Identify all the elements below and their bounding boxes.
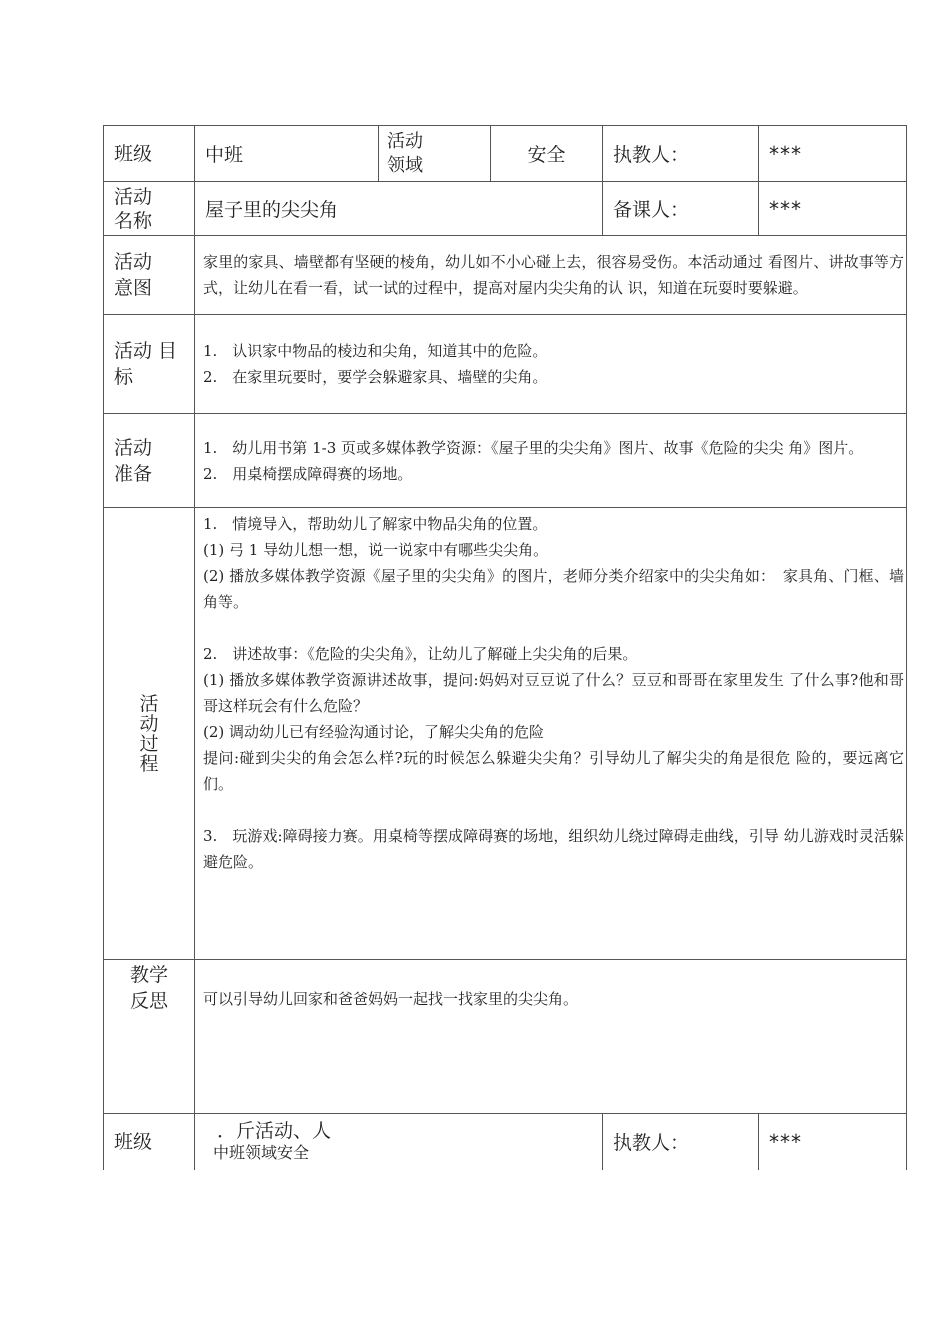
teacher-value: *** bbox=[759, 126, 907, 182]
row-goals bbox=[104, 315, 907, 414]
row-class-repeat bbox=[104, 1114, 907, 1170]
row-reflection bbox=[104, 960, 907, 1114]
class-label-repeat: 班级 bbox=[104, 1114, 195, 1170]
row-class bbox=[104, 126, 907, 182]
row-prep bbox=[104, 414, 907, 508]
teacher-label: 执教人： bbox=[603, 126, 759, 182]
process-line: (2) 播放多媒体教学资源《屋子里的尖尖角》的图片，老师分类介绍家中的尖尖角如： 家具角、门框、墙角等。 bbox=[203, 567, 904, 611]
lesson-plan-table bbox=[103, 125, 907, 1170]
intent-text: 家里的家具、墙壁都有坚硬的棱角，幼儿如不小心碰上去，很容易受伤。本活动通过 看图片、讲故事等方式，让幼儿在看一看，试一试的过程中，提高对屋内尖尖角的认 识，知道在玩耍时要躲避。 bbox=[195, 236, 907, 315]
activity-name: 屋子里的尖尖角 bbox=[195, 182, 603, 236]
prep-item: 1. 幼儿用书第 1-3 页或多媒体教学资源：《屋子里的尖尖角》图片、故事《危险的尖尖 角》图片。 bbox=[203, 438, 864, 457]
row-name bbox=[104, 182, 907, 236]
process-line: 3. 玩游戏:障碍接力赛。用桌椅等摆成障碍赛的场地，组织幼儿绕过障碍走曲线，引导 幼儿游戏时灵活躲避危险。 bbox=[203, 827, 904, 871]
process-text bbox=[195, 508, 907, 960]
domain-label: 活动 领域 bbox=[379, 126, 491, 182]
prep-item: 2. 用桌椅摆成障碍赛的场地。 bbox=[203, 464, 413, 483]
process-line: 2. 讲述故事：《危险的尖尖角》，让幼儿了解碰上尖尖角的后果。 bbox=[203, 645, 638, 663]
process-label: 活 动 过 程 bbox=[104, 508, 195, 960]
goals-list bbox=[195, 315, 907, 414]
class-value: 中班 bbox=[195, 126, 379, 182]
goal-item: 1. 认识家中物品的棱边和尖角，知道其中的危险。 bbox=[203, 342, 548, 360]
goal-item: 2. 在家里玩要时，要学会躲避家具、墙壁的尖角。 bbox=[203, 368, 548, 386]
reflection-label: 教学 反思 bbox=[104, 960, 195, 1114]
teacher-value-repeat: *** bbox=[759, 1114, 907, 1170]
process-line: 提问:碰到尖尖的角会怎么样?玩的时候怎么躲避尖尖角？引导幼儿了解尖尖的角是很危 险的，要远离它们。 bbox=[203, 749, 904, 793]
prep-teacher-value: *** bbox=[759, 182, 907, 236]
name-label: 活动 名称 bbox=[104, 182, 195, 236]
prep-list bbox=[195, 414, 907, 508]
domain-value: 安全 bbox=[491, 126, 603, 182]
prep-label: 活动 准备 bbox=[104, 414, 195, 508]
row-process bbox=[104, 508, 907, 960]
reflection-text: 可以引导幼儿回家和爸爸妈妈一起找一找家里的尖尖角。 bbox=[195, 960, 907, 1114]
prep-teacher-label: 备课人： bbox=[603, 182, 759, 236]
process-line: (1) 弓 1 导幼儿想一想，说一说家中有哪些尖尖角。 bbox=[203, 541, 549, 559]
goals-label: 活动 目 标 bbox=[104, 315, 195, 414]
class-domain-merged: ．斤活动、人 中班领域安全 bbox=[195, 1114, 603, 1170]
process-line: (1) 播放多媒体教学资源讲述故事，提问:妈妈对豆豆说了什么？豆豆和哥哥在家里发生 了什么事?他和哥哥这样玩会有什么危险？ bbox=[203, 671, 904, 715]
row-intent bbox=[104, 236, 907, 315]
intent-label: 活动 意图 bbox=[104, 236, 195, 315]
process-line: (2) 调动幼儿已有经验沟通讨论，了解尖尖角的危险 bbox=[203, 723, 545, 741]
class-label: 班级 bbox=[104, 126, 195, 182]
process-line: 1. 情境导入，帮助幼儿了解家中物品尖角的位置。 bbox=[203, 515, 548, 533]
teacher-label-repeat: 执教人： bbox=[603, 1114, 759, 1170]
